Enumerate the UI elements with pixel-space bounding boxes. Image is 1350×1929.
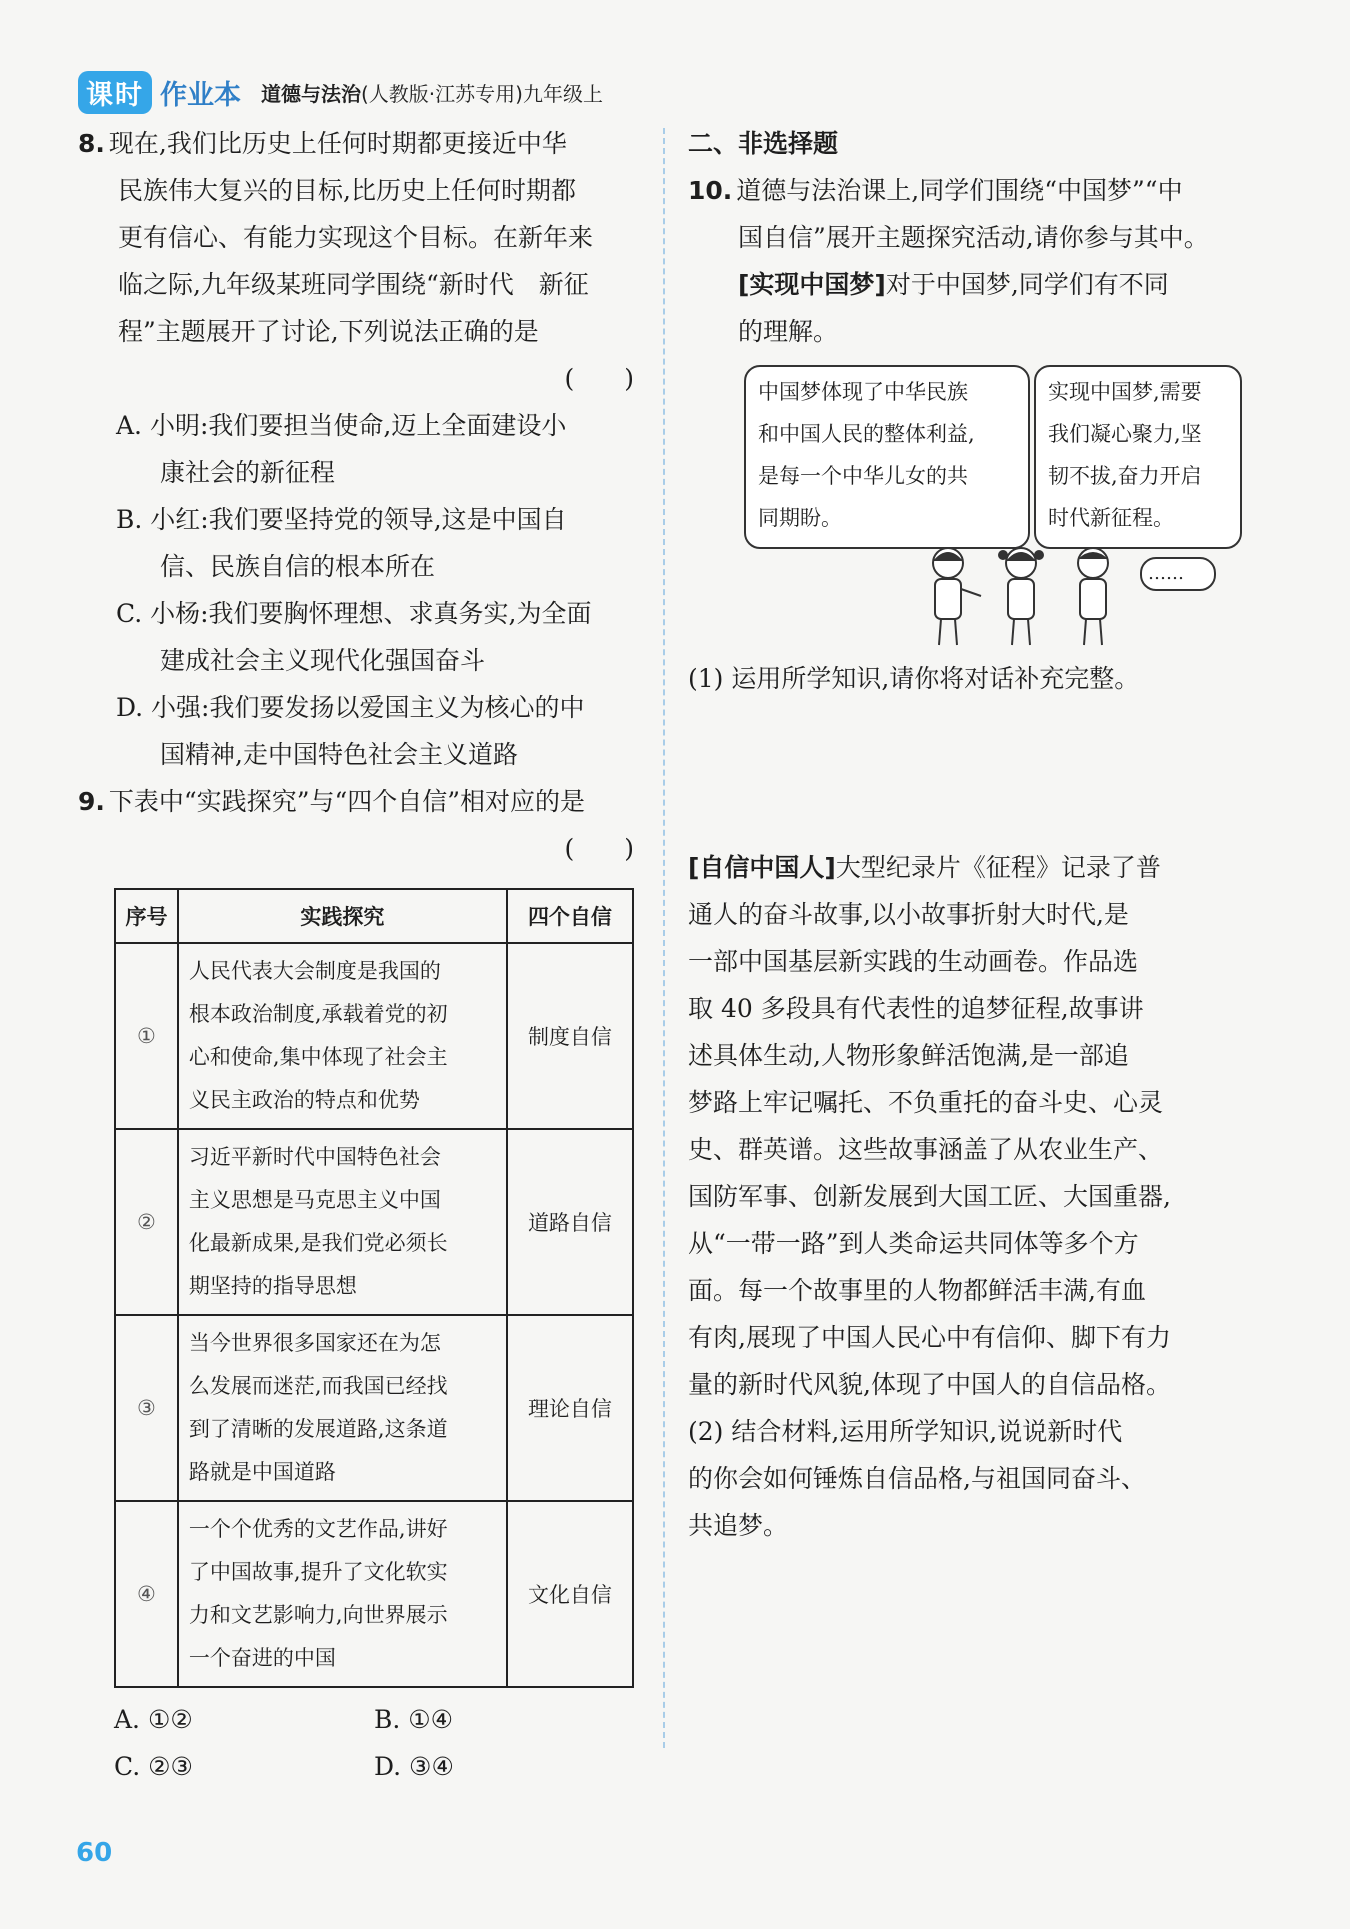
column-divider: [663, 128, 665, 1748]
table-header-row: [115, 889, 633, 943]
content-line: 期坚持的指导思想: [188, 1274, 357, 1298]
content-line: 力和文艺影响力,向世界展示: [188, 1603, 448, 1627]
row-number: ④: [115, 1501, 178, 1687]
girl-figure-icon: [933, 548, 981, 645]
content-line: 心和使命,集中体现了社会主: [188, 1045, 448, 1069]
option-b: B. ①④: [374, 1705, 454, 1734]
table-row: [115, 1129, 633, 1315]
topic-tag: [实现中国梦]: [738, 270, 886, 299]
page-header: [78, 70, 603, 114]
topic-text-cont: 的理解。: [738, 317, 839, 346]
option-d: D. ③④: [374, 1752, 454, 1781]
material-line: 国防军事、创新发展到大国工匠、大国重器,: [688, 1182, 1171, 1211]
row-confidence: 道路自信: [507, 1129, 633, 1315]
material-line: 史、群英谱。这些故事涵盖了从农业生产、: [688, 1135, 1164, 1164]
answer-space: [688, 702, 1258, 844]
content-line: 根本政治制度,承载着党的初: [188, 1002, 448, 1026]
option-a-cont: 康社会的新征程: [160, 458, 336, 487]
question-line: 程”主题展开了讨论,下列说法正确的是: [118, 317, 539, 346]
question-line: 民族伟大复兴的目标,比历史上任何时期都: [118, 176, 576, 205]
bubble-line: 韧不拔,奋力开启: [1048, 464, 1202, 488]
table-row: [115, 1501, 633, 1687]
question-number: 8.: [78, 129, 105, 158]
row-content: [178, 1129, 507, 1315]
answer-paren: ( ): [564, 364, 634, 393]
left-column: [78, 120, 638, 1790]
table-row: [115, 943, 633, 1129]
boy-figure-icon: [1078, 548, 1108, 645]
material-line: 取 40 多段具有代表性的追梦征程,故事讲: [688, 994, 1144, 1023]
header-confidence: 四个自信: [507, 889, 633, 943]
bubble-line: 实现中国梦,需要: [1048, 380, 1202, 404]
bubble-line: 我们凝心聚力,坚: [1048, 422, 1202, 446]
table-row: [115, 1315, 633, 1501]
bubble-line: 是每一个中华儿女的共: [758, 464, 968, 488]
material-line: 梦路上牢记嘱托、不负重托的奋斗史、心灵: [688, 1088, 1164, 1117]
material-line: 通人的奋斗故事,以小故事折射大时代,是: [688, 900, 1129, 929]
row-number: ①: [115, 943, 178, 1129]
page-number: 60: [76, 1838, 113, 1868]
content-line: 当今世界很多国家还在为怎: [188, 1331, 441, 1355]
content-line: 人民代表大会制度是我国的: [188, 959, 441, 983]
option-c: C. ②③: [114, 1752, 193, 1781]
option-a: A. ①②: [114, 1705, 193, 1734]
content-line: 一个奋进的中国: [188, 1646, 336, 1670]
section-title: 二、非选择题: [688, 129, 839, 158]
content-line: 了中国故事,提升了文化软实: [188, 1560, 448, 1584]
sub-question-2-cont: 共追梦。: [688, 1511, 789, 1540]
speech-bubble-2: [1034, 365, 1242, 549]
row-confidence: 文化自信: [507, 1501, 633, 1687]
row-confidence: 理论自信: [507, 1315, 633, 1501]
subject-edition: (人教版·江苏专用)九年级上: [361, 81, 603, 106]
question-number: 9.: [78, 787, 105, 816]
option-c-cont: 建成社会主义现代化强国奋斗: [160, 646, 486, 675]
material-line: 一部中国基层新实践的生动画卷。作品选: [688, 947, 1139, 976]
bubble-line: 中国梦体现了中华民族: [758, 380, 968, 404]
question-9: [78, 778, 638, 1790]
bubble-line: 同期盼。: [758, 506, 842, 530]
question-line: 现在,我们比历史上任何时期都更接近中华: [108, 129, 567, 158]
content-line: 习近平新时代中国特色社会: [188, 1145, 441, 1169]
topic-text: 大型纪录片《征程》记录了普: [835, 853, 1161, 882]
girl-figure-icon: [998, 548, 1044, 645]
children-illustration: [913, 541, 1133, 651]
question-line: 下表中“实践探究”与“四个自信”相对应的是: [108, 787, 586, 816]
row-content: [178, 1315, 507, 1501]
answer-options: [114, 1696, 638, 1790]
header-practice: 实践探究: [178, 889, 507, 943]
practice-table: [114, 888, 634, 1688]
content-line: 化最新成果,是我们党必须长: [188, 1231, 448, 1255]
topic-tag: [自信中国人]: [688, 853, 836, 882]
question-10: [688, 167, 1258, 1549]
option-d-cont: 国精神,走中国特色社会主义道路: [160, 740, 518, 769]
topic-text: 对于中国梦,同学们有不同: [885, 270, 1169, 299]
material-line: 面。每一个故事里的人物都鲜活丰满,有血: [688, 1276, 1146, 1305]
subject-title: [261, 78, 603, 107]
row-content: [178, 943, 507, 1129]
logo: 课时: [78, 71, 152, 114]
row-number: ②: [115, 1129, 178, 1315]
row-number: ③: [115, 1315, 178, 1501]
bubble-line: 和中国人民的整体利益,: [758, 422, 975, 446]
book-title: 作业本: [160, 79, 241, 111]
subject-name: 道德与法治: [261, 81, 361, 106]
content-line: 义民主政治的特点和优势: [188, 1088, 420, 1112]
sub-question-2-cont: 的你会如何锤炼自信品格,与祖国同奋斗、: [688, 1464, 1146, 1493]
option-a: A. 小明:我们要担当使命,迈上全面建设小: [116, 411, 567, 440]
question-8: [78, 120, 638, 778]
content-line: 路就是中国道路: [188, 1460, 336, 1484]
bubble-line: 时代新征程。: [1048, 506, 1174, 530]
option-b: B. 小红:我们要坚持党的领导,这是中国自: [116, 505, 567, 534]
row-content: [178, 1501, 507, 1687]
question-line: 临之际,九年级某班同学围绕“新时代 新征: [118, 270, 589, 299]
option-c: C. 小杨:我们要胸怀理想、求真务实,为全面: [116, 599, 592, 628]
material-line: 有肉,展现了中国人民心中有信仰、脚下有力: [688, 1323, 1171, 1352]
sub-question-1: (1) 运用所学知识,请你将对话补充完整。: [688, 664, 1140, 693]
content-line: 到了清晰的发展道路,这条道: [188, 1417, 448, 1441]
right-column: [688, 120, 1258, 1549]
material-line: 量的新时代风貌,体现了中国人的自信品格。: [688, 1370, 1171, 1399]
speech-bubble-3: ……: [1140, 557, 1216, 591]
row-confidence: 制度自信: [507, 943, 633, 1129]
answer-paren: ( ): [564, 834, 634, 863]
header-number: 序号: [115, 889, 178, 943]
question-number: 10.: [688, 176, 733, 205]
speech-bubble-1: [744, 365, 1030, 549]
material-line: 述具体生动,人物形象鲜活饱满,是一部追: [688, 1041, 1129, 1070]
option-d: D. 小强:我们要发扬以爱国主义为核心的中: [116, 693, 585, 722]
question-line: 国自信”展开主题探究活动,请你参与其中。: [738, 223, 1209, 252]
content-line: 么发展而迷茫,而我国已经找: [188, 1374, 448, 1398]
sub-question-2: (2) 结合材料,运用所学知识,说说新时代: [688, 1417, 1123, 1446]
content-line: 主义思想是马克思主义中国: [188, 1188, 441, 1212]
question-line: 更有信心、有能力实现这个目标。在新年来: [118, 223, 594, 252]
dialogue-illustration: [688, 361, 1258, 651]
material-line: 从“一带一路”到人类命运共同体等多个方: [688, 1229, 1139, 1258]
option-b-cont: 信、民族自信的根本所在: [160, 552, 436, 581]
question-line: 道德与法治课上,同学们围绕“中国梦”“中: [736, 176, 1183, 205]
content-line: 一个个优秀的文艺作品,讲好: [188, 1517, 448, 1541]
